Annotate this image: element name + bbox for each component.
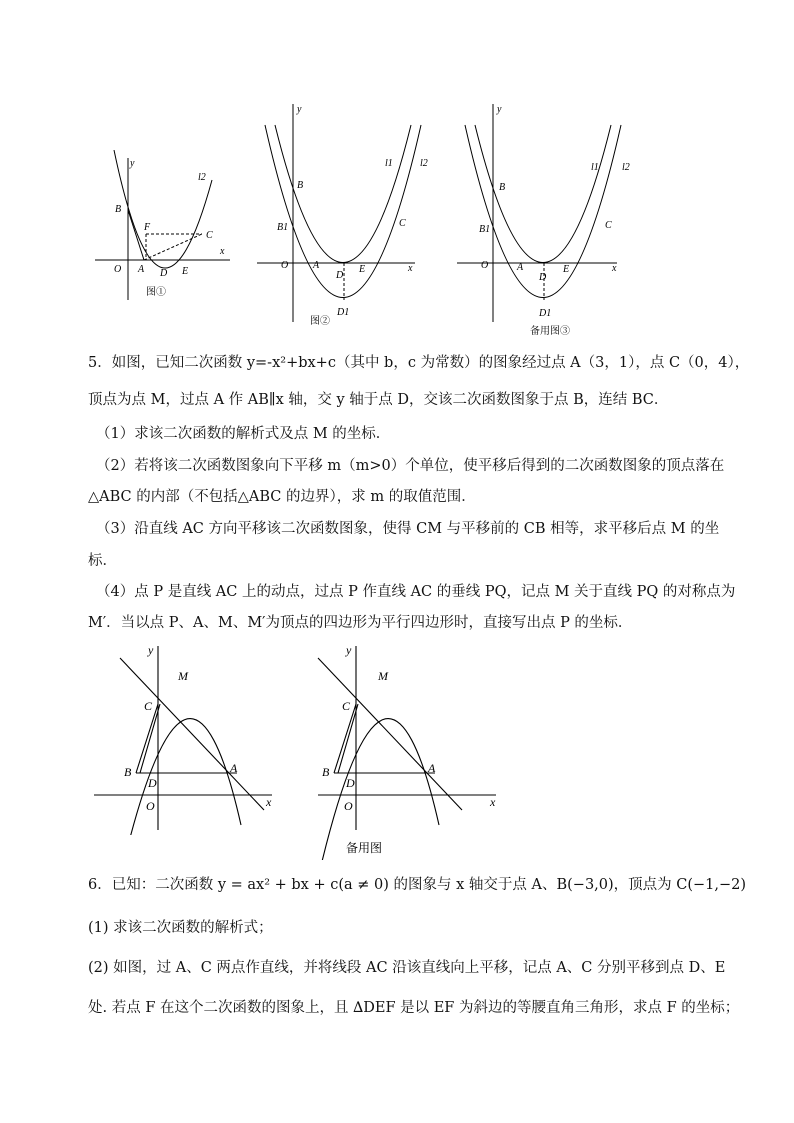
svg-text:x: x	[408, 263, 413, 274]
axis-y-label: y	[130, 158, 135, 169]
svg-text:D1: D1	[539, 308, 552, 319]
figure-problem5	[92, 640, 282, 835]
p5-q3b: 标．	[88, 553, 117, 569]
svg-text:A: A	[230, 761, 238, 775]
svg-text:A: A	[517, 262, 524, 273]
p5-q4a: （4）点 P 是直线 AC 上的动点，过点 P 作直线 AC 的垂线 PQ，记点 M 关于直线 PQ 的对称点为	[96, 584, 736, 600]
p5-q2a: （2）若将该二次函数图象向下平移 m（m>0）个单位，使平移后得到的二次函数图象的顶点落在	[96, 458, 725, 474]
axis-x-label: x	[220, 246, 225, 257]
figure-3	[455, 100, 640, 340]
p5-line2: 顶点为点 M，过点 A 作 AB∥x 轴，交 y 轴于点 D，交该二次函数图象于点 B，连结 BC．	[88, 392, 669, 408]
svg-text:O: O	[344, 799, 353, 813]
svg-text:D: D	[148, 776, 157, 790]
p5-q1: （1）求该二次函数的解析式及点 M 的坐标．	[96, 426, 391, 442]
svg-text:C: C	[144, 699, 153, 713]
svg-text:O: O	[481, 260, 489, 271]
svg-text:A: A	[428, 761, 436, 775]
svg-text:M: M	[378, 669, 388, 683]
figure-2	[255, 100, 440, 325]
svg-text:B1: B1	[479, 224, 491, 235]
svg-text:C: C	[342, 699, 351, 713]
svg-text:B: B	[115, 204, 122, 215]
svg-text:A: A	[138, 264, 145, 275]
svg-text:l1: l1	[591, 162, 599, 173]
svg-text:图②: 图②	[310, 316, 330, 325]
svg-text:B: B	[124, 765, 132, 779]
svg-text:y: y	[346, 643, 352, 657]
svg-text:C: C	[605, 220, 612, 231]
svg-text:F: F	[144, 222, 151, 233]
svg-text:D: D	[336, 270, 344, 281]
p5-line1: 5．如图，已知二次函数 y=-x²+bx+c（其中 b，c 为常数）的图象经过点 A（3，1），点 C（0，4），	[88, 355, 750, 371]
svg-text:M: M	[178, 669, 188, 683]
svg-text:l2: l2	[622, 162, 630, 173]
figure-problem5-spare	[316, 640, 506, 860]
p6-q1: (1) 求该二次函数的解析式；	[88, 920, 273, 936]
svg-text:D: D	[160, 268, 168, 279]
svg-text:y: y	[297, 104, 302, 115]
svg-text:C: C	[206, 230, 213, 241]
svg-text:l1: l1	[385, 158, 393, 169]
svg-text:备用图: 备用图	[346, 841, 383, 855]
p5-q2b: △ABC 的内部（不包括△ABC 的边界），求 m 的取值范围．	[88, 489, 476, 505]
svg-text:C: C	[399, 218, 406, 229]
svg-text:O: O	[114, 264, 122, 275]
figure-caption: 图①	[146, 287, 166, 298]
svg-text:y: y	[148, 643, 154, 657]
svg-text:B: B	[322, 765, 330, 779]
svg-text:O: O	[146, 799, 155, 813]
figure-1	[90, 150, 240, 305]
svg-text:D: D	[539, 272, 547, 283]
svg-text:A: A	[313, 260, 320, 271]
p6-line1: 6．已知：二次函数 y = ax² + bx + c(a ≠ 0) 的图象与 x 轴交于点 A、B(−3,0)，顶点为 C(−1,−2)	[88, 877, 747, 893]
svg-text:O: O	[281, 260, 289, 271]
svg-text:x: x	[490, 795, 496, 809]
p6-q2b: 处. 若点 F 在这个二次函数的图象上，且 ∆DEF 是以 EF 为斜边的等腰直角三角形，求点 F 的坐标；	[88, 1000, 740, 1016]
svg-text:B: B	[499, 182, 506, 193]
svg-text:l2: l2	[198, 172, 206, 183]
p5-q4b: M′．当以点 P、A、M、M′为顶点的四边形为平行四边形时，直接写出点 P 的坐标．	[88, 615, 633, 631]
svg-text:B: B	[297, 180, 304, 191]
p6-q2a: (2) 如图，过 A、C 两点作直线，并将线段 AC 沿该直线向上平移，记点 A、C 分别平移到点 D、E	[88, 960, 726, 976]
p5-q3a: （3）沿直线 AC 方向平移该二次函数图象，使得 CM 与平移前的 CB 相等，求平移后点 M 的坐	[96, 521, 720, 537]
svg-text:D1: D1	[337, 307, 350, 318]
svg-text:l2: l2	[420, 158, 428, 169]
svg-text:E: E	[359, 264, 366, 275]
svg-text:x: x	[266, 795, 272, 809]
svg-text:E: E	[563, 264, 570, 275]
svg-text:x: x	[612, 263, 617, 274]
svg-text:B1: B1	[277, 222, 289, 233]
svg-text:D: D	[346, 776, 355, 790]
svg-text:y: y	[497, 104, 502, 115]
svg-text:备用图③: 备用图③	[530, 326, 570, 337]
svg-text:E: E	[182, 266, 189, 277]
